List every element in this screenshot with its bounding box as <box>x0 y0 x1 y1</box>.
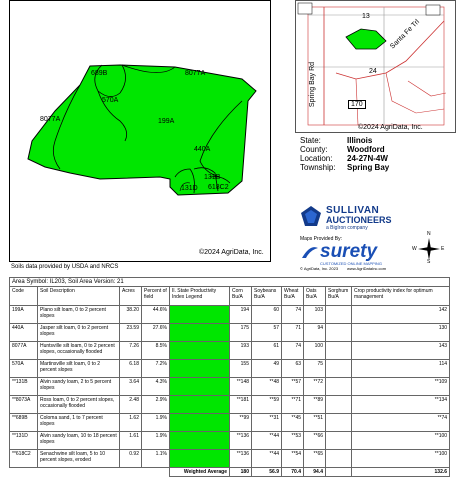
surety-logo: Maps Provided By: surety CUSTOMIZED ONLINE MAPPING © AgriData, Inc. 2023 www.AgriDataInc.com <box>300 236 387 271</box>
inset-copyright: ©2024 AgriData, Inc. <box>358 124 423 131</box>
table-cell: Martinsville silt loam, 0 to 2 percent slopes <box>38 360 120 378</box>
table-cell: Jasper silt loam, 0 to 2 percent slopes <box>38 324 120 342</box>
column-header: Crop productivity index for optimum management <box>352 287 450 306</box>
table-cell: **689B <box>10 414 38 432</box>
map-copyright: ©2024 AgriData, Inc. <box>199 249 264 256</box>
table-cell: 49 <box>252 360 282 378</box>
location-row: Location: 24-27N-4W <box>300 154 388 163</box>
map-label: 131B <box>204 174 221 181</box>
table-cell: 1.1% <box>142 450 170 468</box>
state-row: State: Illinois <box>300 136 373 145</box>
table-row <box>10 324 450 342</box>
soil-table <box>9 277 450 477</box>
soils-source-note: Soils data provided by USDA and NRCS <box>11 264 119 270</box>
table-cell: **44 <box>252 432 282 450</box>
weighted-average-row <box>10 468 450 477</box>
map-label: 199A <box>158 118 175 125</box>
productivity-index-cell <box>170 378 230 396</box>
table-cell: 142 <box>352 306 450 324</box>
table-cell <box>326 450 352 468</box>
table-cell: **181 <box>230 396 252 414</box>
table-cell: 61 <box>252 342 282 360</box>
table-row <box>10 396 450 414</box>
table-cell: 114 <box>352 360 450 378</box>
table-cell: **51 <box>304 414 326 432</box>
column-header: Corn Bu/A <box>230 287 252 306</box>
location-value: 24-27N-4W <box>347 154 388 163</box>
table-cell <box>326 378 352 396</box>
table-cell: 194 <box>230 306 252 324</box>
productivity-index-cell <box>170 360 230 378</box>
township-value: Spring Bay <box>347 163 390 172</box>
column-header: Soybeans Bu/A <box>252 287 282 306</box>
productivity-index-cell <box>170 414 230 432</box>
weighted-average-value: 56.9 <box>252 468 282 477</box>
table-cell: 63 <box>282 360 304 378</box>
table-body <box>10 306 450 468</box>
table-cell: 7.2% <box>142 360 170 378</box>
table-cell <box>326 306 352 324</box>
table-cell <box>326 396 352 414</box>
table-cell: **136 <box>230 432 252 450</box>
table-cell: 130 <box>352 324 450 342</box>
table-cell: Senachwine silt loam, 5 to 10 percent slopes, eroded <box>38 450 120 468</box>
compass-rose: N S E W <box>412 231 445 265</box>
field-boundary <box>28 65 256 195</box>
table-cell: **136 <box>230 450 252 468</box>
table-cell: 71 <box>282 324 304 342</box>
table-cell <box>326 432 352 450</box>
map-label: 570A <box>102 97 119 104</box>
map-label: 131D <box>181 185 198 192</box>
inset-map-drawing <box>296 1 455 132</box>
table-cell: 199A <box>10 306 38 324</box>
table-cell: 8077A <box>10 342 38 360</box>
map-label: 8077A <box>40 116 61 123</box>
table-cell: **65 <box>304 450 326 468</box>
state-value: Illinois <box>347 136 373 145</box>
column-header: Code <box>10 287 38 306</box>
table-cell: **59 <box>252 396 282 414</box>
table-cell: **31 <box>252 414 282 432</box>
productivity-index-cell <box>170 342 230 360</box>
table-cell: **44 <box>252 450 282 468</box>
table-cell: **54 <box>282 450 304 468</box>
table-cell: **109 <box>352 378 450 396</box>
table-cell: 2.48 <box>120 396 142 414</box>
table-cell: **131B <box>10 378 38 396</box>
table-cell: 94 <box>304 324 326 342</box>
table-cell: **66 <box>304 432 326 450</box>
map-label: 689B <box>91 70 108 77</box>
table-cell <box>326 414 352 432</box>
table-cell: Coloma sand, 1 to 7 percent slopes <box>38 414 120 432</box>
table-row <box>10 306 450 324</box>
table-cell: **89 <box>304 396 326 414</box>
table-cell: 2.9% <box>142 396 170 414</box>
table-cell: 6.18 <box>120 360 142 378</box>
table-cell: 74 <box>282 306 304 324</box>
auctioneer-logo-icon <box>300 205 322 227</box>
section-number: 24 <box>369 68 377 75</box>
road-label: Spring Bay Rd <box>309 61 317 108</box>
productivity-index-cell <box>170 306 230 324</box>
table-cell: Alvin sandy loam, 10 to 18 percent slopes <box>38 432 120 450</box>
weighted-average-value: 132.6 <box>352 468 450 477</box>
table-cell: 143 <box>352 342 450 360</box>
table-cell: **48 <box>252 378 282 396</box>
table-cell: 193 <box>230 342 252 360</box>
table-cell: 60 <box>252 306 282 324</box>
sullivan-logo: SULLIVAN AUCTIONEERS a BigIron company <box>300 205 440 235</box>
table-cell: 103 <box>304 306 326 324</box>
map-label: 618C2 <box>208 184 229 191</box>
table-cell <box>326 360 352 378</box>
table-row <box>10 378 450 396</box>
county-value: Woodford <box>347 145 385 154</box>
table-cell <box>326 324 352 342</box>
column-header: Acres <box>120 287 142 306</box>
table-cell: 8.5% <box>142 342 170 360</box>
table-cell: **53 <box>282 432 304 450</box>
table-cell: 44.6% <box>142 306 170 324</box>
township-row: Township: Spring Bay <box>300 163 390 172</box>
table-cell: **72 <box>304 378 326 396</box>
table-cell: 440A <box>10 324 38 342</box>
table-cell: **618C2 <box>10 450 38 468</box>
table-cell: **57 <box>282 378 304 396</box>
table-row <box>10 342 450 360</box>
table-cell: 74 <box>282 342 304 360</box>
table-row <box>10 360 450 378</box>
table-cell: 1.9% <box>142 414 170 432</box>
productivity-index-cell <box>170 396 230 414</box>
county-row: County: Woodford <box>300 145 385 154</box>
column-header: Soil Description <box>38 287 120 306</box>
productivity-index-cell <box>170 432 230 450</box>
table-cell: 57 <box>252 324 282 342</box>
table-cell: 38.20 <box>120 306 142 324</box>
table-row <box>10 450 450 468</box>
weighted-average-value: 70.4 <box>282 468 304 477</box>
table-cell: **148 <box>230 378 252 396</box>
road-label: Santa Fe Trl <box>389 18 422 51</box>
column-header: Oats Bu/A <box>304 287 326 306</box>
table-cell: 175 <box>230 324 252 342</box>
table-cell: **8073A <box>10 396 38 414</box>
table-cell: 1.62 <box>120 414 142 432</box>
table-cell: Alvin sandy loam, 2 to 5 percent slopes <box>38 378 120 396</box>
productivity-index-cell <box>170 450 230 468</box>
inset-location-map <box>295 0 456 133</box>
table-cell: Ross loam, 0 to 2 percent slopes, occasionally flooded <box>38 396 120 414</box>
table-cell: **45 <box>282 414 304 432</box>
table-cell: **100 <box>352 432 450 450</box>
column-header: Sorghum Bu/A <box>326 287 352 306</box>
weighted-average-label: Weighted Average <box>170 468 230 477</box>
table-cell: 75 <box>304 360 326 378</box>
table-cell <box>326 342 352 360</box>
table-cell: **71 <box>282 396 304 414</box>
column-header: Wheat Bu/A <box>282 287 304 306</box>
soil-map <box>9 0 271 262</box>
table-cell: **131D <box>10 432 38 450</box>
column-header: Il. State Productivity Index Legend <box>170 287 230 306</box>
weighted-average-value: 94.4 <box>304 468 326 477</box>
table-cell: 1.61 <box>120 432 142 450</box>
table-cell: 100 <box>304 342 326 360</box>
weighted-average-value <box>326 468 352 477</box>
table-cell: Plano silt loam, 0 to 2 percent slopes <box>38 306 120 324</box>
table-cell: 3.64 <box>120 378 142 396</box>
table-row <box>10 432 450 450</box>
section-number: 13 <box>362 13 370 20</box>
area-symbol: Area Symbol: IL203, Soil Area Version: 21 <box>10 278 450 287</box>
table-cell: 570A <box>10 360 38 378</box>
table-cell: 155 <box>230 360 252 378</box>
table-cell: **134 <box>352 396 450 414</box>
map-label: 440A <box>194 146 211 153</box>
weighted-average-value: 180 <box>230 468 252 477</box>
table-cell: Huntsville silt loam, 0 to 2 percent slopes, occasionally flooded <box>38 342 120 360</box>
table-cell: **74 <box>352 414 450 432</box>
table-cell: **100 <box>352 450 450 468</box>
table-cell: 27.6% <box>142 324 170 342</box>
column-header: Percent of field <box>142 287 170 306</box>
table-cell: **99 <box>230 414 252 432</box>
location-info <box>300 136 450 172</box>
surety-logo-icon <box>300 244 320 260</box>
productivity-index-cell <box>170 324 230 342</box>
route-shield: 170 <box>348 100 366 109</box>
table-header <box>10 287 450 306</box>
table-cell: 23.59 <box>120 324 142 342</box>
table-cell: 7.26 <box>120 342 142 360</box>
table-row <box>10 414 450 432</box>
soil-map-drawing <box>10 1 270 261</box>
map-label: 8077A <box>185 70 206 77</box>
table-cell: 0.92 <box>120 450 142 468</box>
table-cell: 1.9% <box>142 432 170 450</box>
inset-field-highlight <box>346 29 386 49</box>
table-cell: 4.3% <box>142 378 170 396</box>
